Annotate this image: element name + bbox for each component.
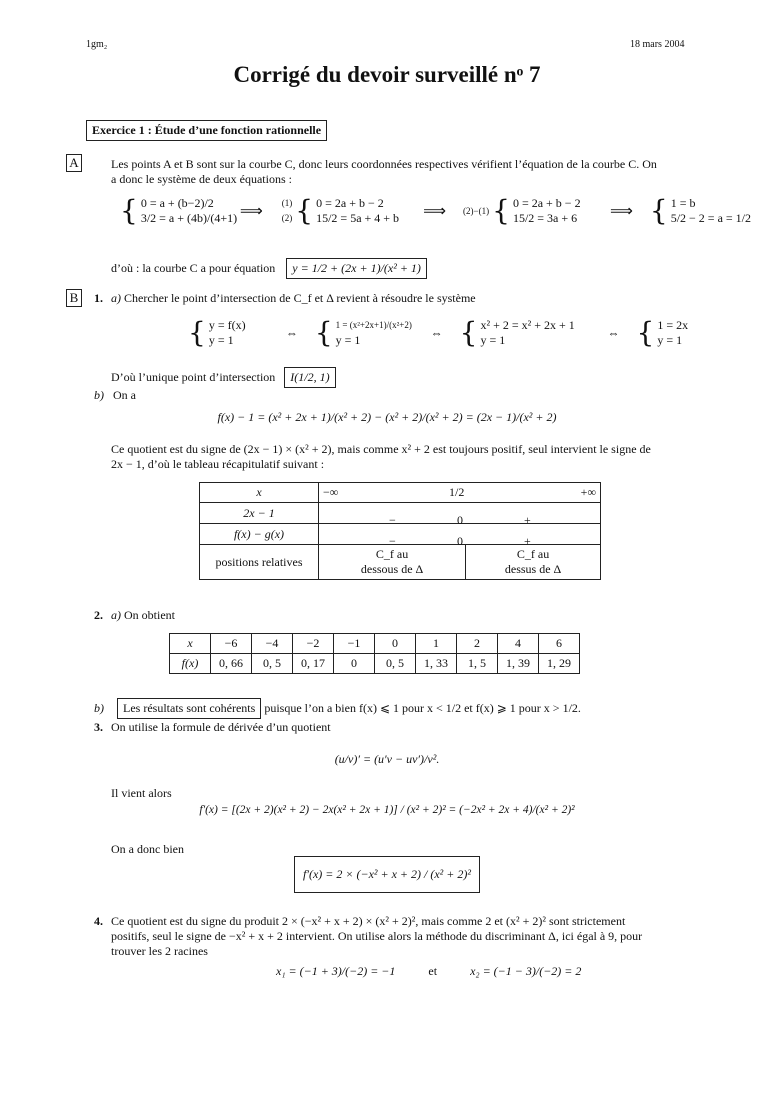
values-table-wrapper [169,633,580,674]
q3-text: On utilise la formule de dérivée d’un quotient [111,720,331,734]
table-cell: −4 [252,634,293,654]
q1b-label: b) [94,388,104,402]
q1a-text: Chercher le point d’intersection de C_f et Δ revient à résoudre le système [124,291,476,305]
brace: { [459,316,478,349]
position-text: C_f au [516,547,550,561]
conclusion-text: d’où : la courbe C a pour équation [111,261,276,275]
system-3-eq1: 0 = 2a + b − 2 [512,196,581,210]
system-4-eq1: 1 = b [670,196,696,210]
system-1 [140,196,238,226]
position-text: dessous de Δ [360,562,424,576]
table-cell [319,483,601,503]
table-cell: 0, 5 [252,654,293,674]
sign: + [524,513,531,527]
system-d [657,318,688,348]
section-a-systems [120,196,751,226]
table-cell: 1, 29 [539,654,580,674]
system-a-eq2: y = 1 [208,333,234,347]
question-4-number: 4. [94,914,103,928]
question-1a [111,291,476,306]
root-x2: x₂ = (−1 − 3)/(−2) = 2 [470,964,582,978]
q1b-text: On a [113,388,136,402]
question-1-systems [188,318,688,348]
system-b-eq2: y = 1 [335,333,361,347]
table-cell: x [200,483,319,503]
q4-line1: Ce quotient est du signe du produit 2 × (−x² + x + 2) × (x² + 2)², mais comme 2 et (x² + 2)² sont strictement [111,914,626,928]
table-cell [319,545,466,580]
table-cell: positions relatives [200,545,319,580]
brace: { [636,316,655,349]
position-text: dessus de Δ [504,562,562,576]
section-b-marker: B [66,289,82,307]
q4-line3: trouver les 2 racines [111,944,208,958]
values-table [169,633,580,674]
table-cell: 1, 39 [498,654,539,674]
system-3-label: (2)−(1) [463,206,490,216]
root-x1: x₁ = (−1 + 3)/(−2) = −1 [276,964,396,978]
question-1-number: 1. [94,291,103,305]
brace: { [492,194,510,227]
table-cell: 2 [457,634,498,654]
table-cell: 1 [416,634,457,654]
table-cell: f(x) − g(x) [200,524,319,545]
table-cell: 6 [539,634,580,654]
roots [276,964,581,979]
equiv-symbol: ⇔ [430,325,443,340]
q1a-label: a) [111,291,121,305]
table-cell: 0, 5 [375,654,416,674]
label-2: (2) [281,213,293,223]
system-d-eq2: y = 1 [657,333,683,347]
system-b [336,318,414,348]
brace: { [120,194,138,227]
q2b-label: b) [94,701,104,715]
table-row [200,545,601,580]
question-2b [94,698,581,719]
table-row [170,654,580,674]
equiv-symbol: ⇔ [607,325,620,340]
table-cell: −1 [334,634,375,654]
q3-vient: Il vient alors [111,786,172,800]
table-cell: −2 [293,634,334,654]
sign: + [524,534,531,548]
q2a-label: a) [111,608,121,622]
plus-infinity: +∞ [580,485,596,499]
system-c-eq2: y = 1 [480,333,506,347]
table-row [170,634,580,654]
intersection-result [111,367,336,388]
system-3 [513,196,593,226]
sign-table [199,482,601,580]
sign: − [389,534,396,548]
brace: { [295,194,314,227]
question-3-number: 3. [94,720,103,734]
system-2 [316,196,406,226]
table-cell [466,545,601,580]
table-header-x: x [170,634,211,654]
exercise-name: Étude d’une fonction rationnelle [154,123,322,137]
implies-arrow: ⟹ [239,203,263,220]
table-cell [319,524,601,548]
sign: − [389,513,396,527]
q1b-formula: f(x) − 1 = (x² + 2x + 1)/(x² + 2) − (x² + 2)/(x² + 2) = (2x − 1)/(x² + 2) [217,410,557,424]
intersection-text: D’où l’unique point d’intersection [111,370,276,384]
table-cell [319,503,601,527]
curve-equation: y = 1/2 + (2x + 1)/(x² + 1) [286,258,427,279]
page-title: Corrigé du devoir surveillé nᵒ 7 [233,62,541,87]
section-a-intro-line2: a donc le système de deux équations : [111,172,292,186]
system-4-eq2: 5/2 − 2 = a = 1/2 [670,211,751,225]
table-cell: 1, 33 [416,654,457,674]
derivative-boxed: f′(x) = 2 × (−x² + x + 2) / (x² + 2)² [294,856,480,893]
table-cell: 0 [375,634,416,654]
derivative-boxed-wrapper [0,856,774,893]
q4-text [111,914,701,959]
system-2-eq1: 0 = 2a + b − 2 [316,196,384,210]
system-1-eq2: 3/2 = a + (4b)/(4+1) [140,211,238,225]
position-text: C_f au [375,547,409,561]
section-a-conclusion [111,258,427,279]
implies-arrow: ⟹ [423,203,447,220]
system-c [480,318,590,348]
system-4 [671,196,751,226]
quotient-formula: (u/v)′ = (u′v − uv′)/v². [334,752,440,766]
system-a-eq1: y = f(x) [208,318,246,332]
sign-explanation [111,442,701,472]
sign-table-wrapper [199,482,601,580]
root-value: 1/2 [449,485,465,499]
question-1b [94,388,136,403]
header-left: 1gm₂ [86,39,108,50]
system-b-eq1: 1 = (x²+2x+1)/(x²+2) [335,320,412,330]
table-cell: −6 [211,634,252,654]
section-a-marker: A [66,154,82,172]
intersection-point: I(1/2, 1) [284,367,335,388]
sign-zero: 0 [457,534,463,548]
table-cell: 1, 5 [457,654,498,674]
coherent-box: Les résultats sont cohérents [117,698,261,719]
brace: { [314,316,333,349]
minus-infinity: −∞ [323,485,339,499]
q3-donc: On a donc bien [111,842,184,856]
root-and: et [428,964,438,978]
system-c-eq1: x² + 2 = x² + 2x + 1 [480,318,575,332]
exercise-title [86,120,327,141]
question-2-number: 2. [94,608,103,622]
table-row [200,483,601,503]
exercise-label: Exercice 1 : [92,123,152,137]
sign-zero: 0 [457,513,463,527]
brace: { [649,194,668,227]
table-cell: 2x − 1 [200,503,319,524]
sign-line2: 2x − 1, d’où le tableau récapitulatif suivant : [111,457,325,471]
system-2-eq2: 15/2 = 5a + 4 + b [316,211,400,225]
table-row [200,503,601,524]
table-cell: 0, 66 [211,654,252,674]
q4-line2: positifs, seul le signe de −x² + x + 2 intervient. On utilise alors la méthode du discriminant Δ, ici égal à 9, pour [111,929,643,943]
table-cell: 0 [334,654,375,674]
derivative-formula: f′(x) = [(2x + 2)(x² + 2) − 2x(x² + 2x + 1)] / (x² + 2)² = (−2x² + 2x + 4)/(x² + 2)² [199,804,575,816]
label-1: (1) [281,198,293,208]
sign-line1: Ce quotient est du signe de (2x − 1) × (x² + 2), mais comme x² + 2 est toujours positif, seul intervient le signe de [111,442,651,456]
q2b-text: puisque l’on a bien f(x) ⩽ 1 pour x < 1/2 et f(x) ⩾ 1 pour x > 1/2. [264,701,581,715]
equiv-symbol: ⇔ [285,325,298,340]
table-header-fx: f(x) [170,654,211,674]
section-a-intro [111,157,696,187]
system-1-eq1: 0 = a + (b−2)/2 [140,196,214,210]
header-date: 18 mars 2004 [630,39,685,50]
q2a-text: On obtient [124,608,175,622]
system-2-labels [282,196,293,226]
table-row [200,524,601,545]
question-2a [111,608,175,623]
implies-arrow: ⟹ [609,203,633,220]
system-d-eq1: 1 = 2x [657,318,689,332]
section-a-intro-line1: Les points A et B sont sur la courbe C, donc leurs coordonnées respectives vérifient l’équation de la courbe C. On [111,157,657,171]
system-a [209,318,269,348]
table-cell: 0, 17 [293,654,334,674]
system-3-eq2: 15/2 = 3a + 6 [512,211,578,225]
table-cell: 4 [498,634,539,654]
brace: { [188,316,206,349]
